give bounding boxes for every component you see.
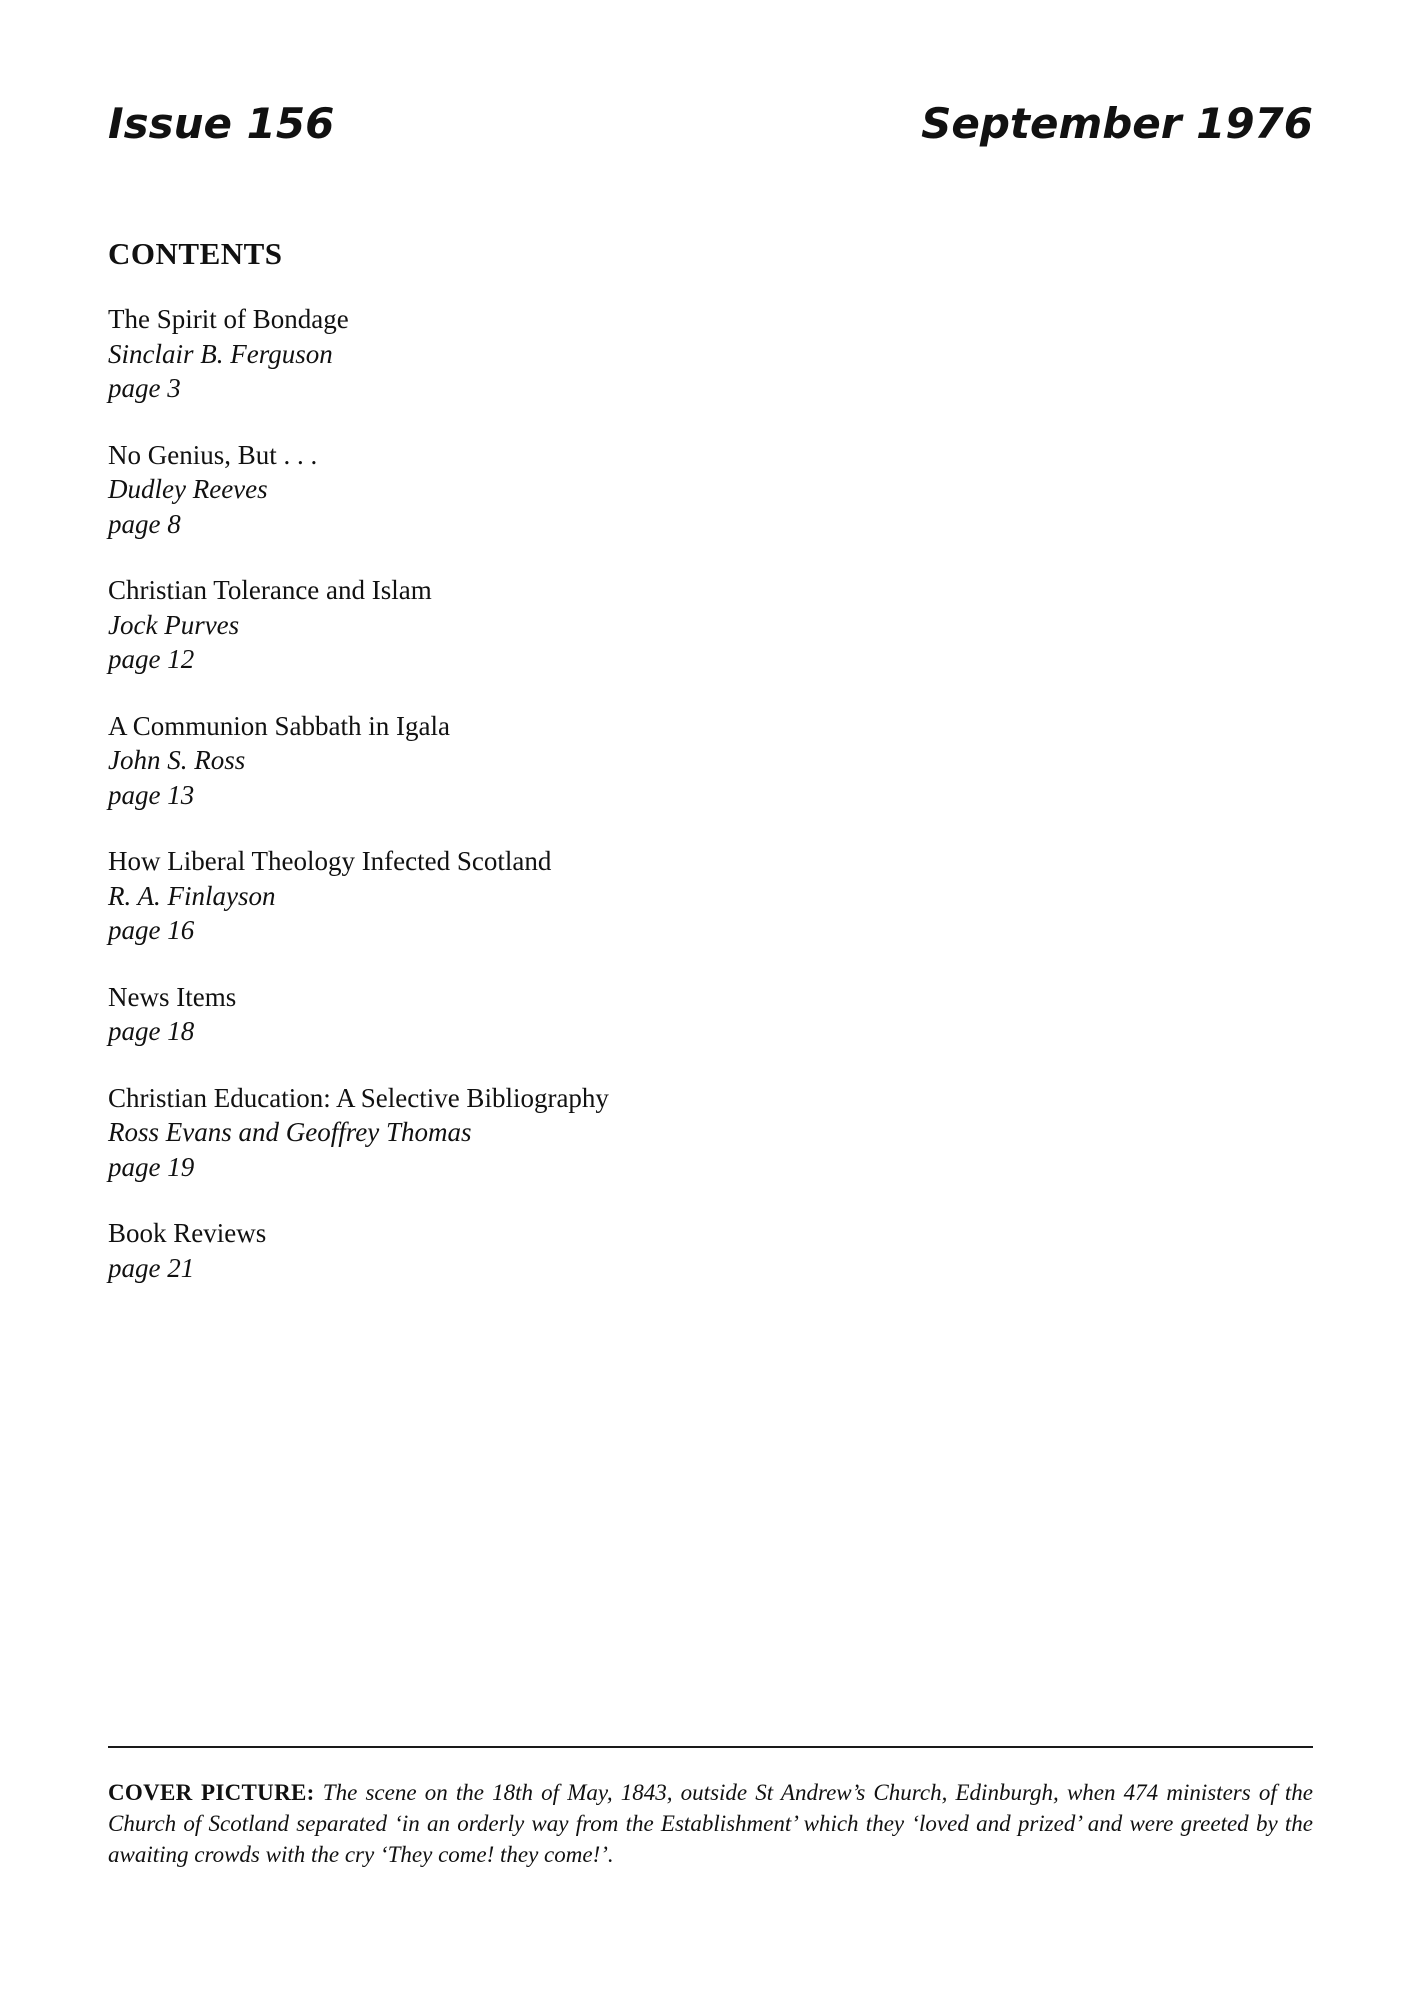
divider-rule bbox=[108, 1746, 1313, 1748]
contents-entry bbox=[108, 980, 1108, 1049]
issue-date: September 1976 bbox=[921, 99, 1313, 148]
article-page: page 3 bbox=[108, 373, 181, 403]
article-page: page 13 bbox=[108, 779, 195, 810]
article-title: News Items bbox=[108, 981, 237, 1012]
cover-picture-caption bbox=[108, 1777, 1313, 1870]
table-of-contents bbox=[108, 232, 1108, 1317]
page-header bbox=[108, 98, 1313, 154]
cover-picture-label: COVER PICTURE: bbox=[108, 1780, 315, 1805]
contents-heading: CONTENTS bbox=[108, 236, 283, 271]
article-author: Sinclair B. Ferguson bbox=[108, 338, 333, 369]
article-title: Book Reviews bbox=[108, 1218, 267, 1248]
contents-entry bbox=[108, 438, 1108, 542]
article-page: page 19 bbox=[108, 1151, 195, 1182]
article-title: Christian Tolerance and Islam bbox=[108, 575, 432, 605]
cover-picture-description: The scene on the 18th of May, 1843, outside St Andrew’s Church, Edinburgh, when 474 ministers of the Church of Scotland separated ‘in an orderly way from the Establishment’ which they ‘loved and prized’ and were greeted by the awaiting crowds with the cry ‘They come! they come!’. bbox=[108, 1780, 1314, 1867]
contents-entry bbox=[108, 573, 1108, 677]
article-author: John S. Ross bbox=[108, 745, 246, 775]
article-page: page 16 bbox=[108, 915, 195, 945]
article-page: page 12 bbox=[108, 644, 195, 674]
article-title: How Liberal Theology Infected Scotland bbox=[108, 846, 552, 876]
article-author: R. A. Finlayson bbox=[108, 880, 276, 911]
contents-entry bbox=[108, 1216, 1108, 1285]
article-page: page 21 bbox=[108, 1252, 195, 1283]
article-author: Dudley Reeves bbox=[108, 474, 268, 504]
article-title: The Spirit of Bondage bbox=[108, 304, 349, 334]
article-author: Ross Evans and Geoffrey Thomas bbox=[108, 1117, 472, 1147]
article-title: Christian Education: A Selective Bibliography bbox=[108, 1082, 609, 1113]
article-author: Jock Purves bbox=[108, 609, 240, 640]
article-title: A Communion Sabbath in Igala bbox=[108, 710, 450, 741]
contents-entry bbox=[108, 844, 1108, 948]
contents-entry bbox=[108, 302, 1108, 406]
article-page: page 8 bbox=[108, 508, 181, 539]
contents-entry bbox=[108, 1081, 1108, 1185]
issue-number: Issue 156 bbox=[108, 99, 335, 148]
article-title: No Genius, But . . . bbox=[108, 439, 318, 470]
article-page: page 18 bbox=[108, 1016, 195, 1046]
contents-entry bbox=[108, 709, 1108, 813]
